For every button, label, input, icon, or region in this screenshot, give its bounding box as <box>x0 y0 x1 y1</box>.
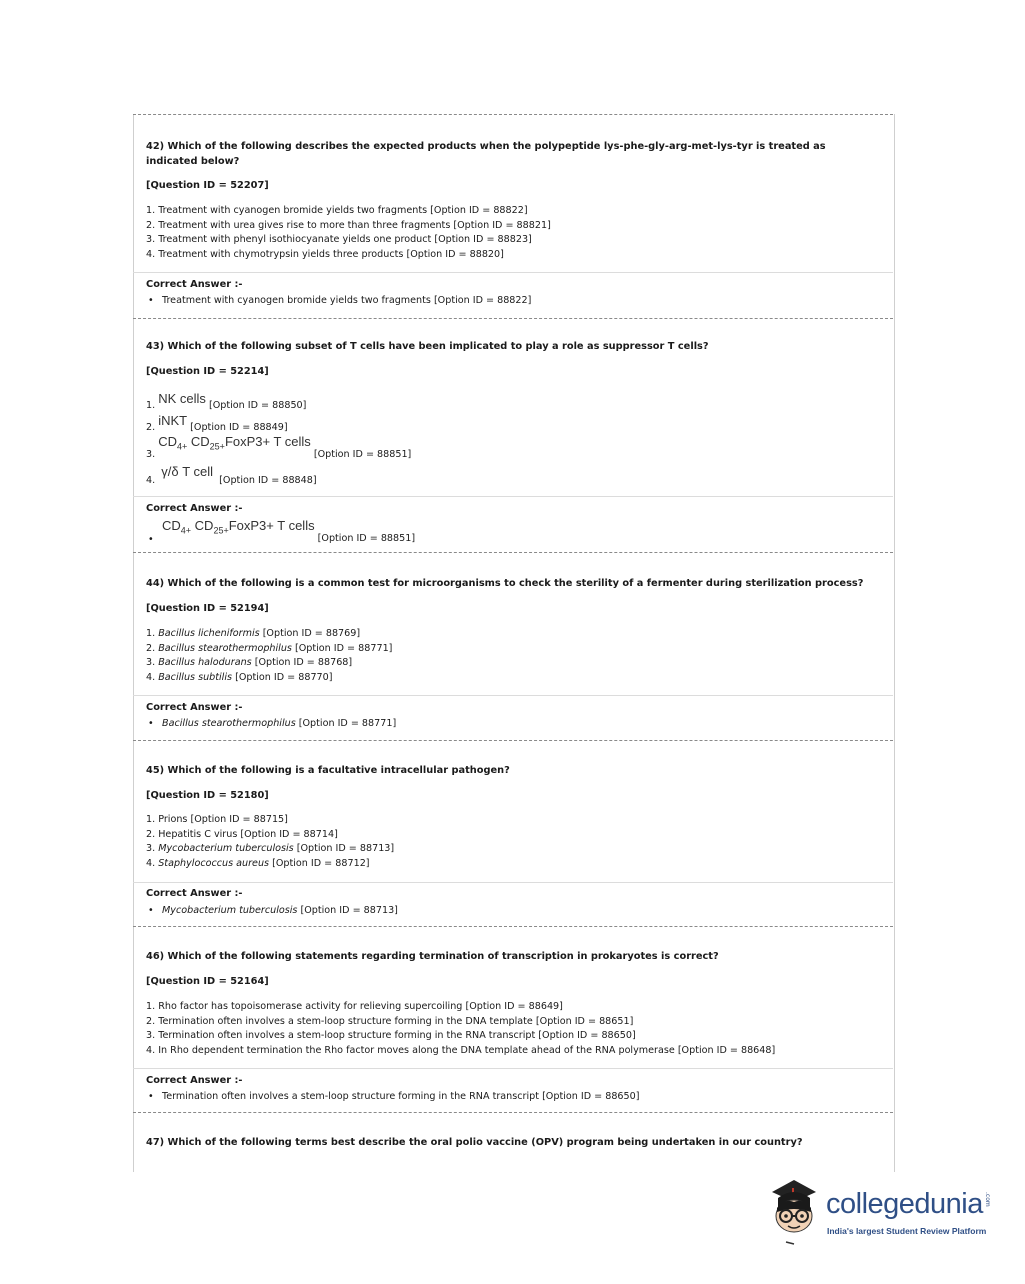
divider <box>133 272 893 273</box>
correct-answer-label: Correct Answer :- <box>146 503 243 514</box>
separator <box>133 926 893 927</box>
question-id: [Question ID = 52194] <box>146 603 269 614</box>
question-title: 47) Which of the following terms best describe the oral polio vaccine (OPV) program being undertaken in our country? <box>146 1137 803 1148</box>
option-item: 1. Prions [Option ID = 88715] <box>146 814 288 825</box>
option-item: 2. Hepatitis C virus [Option ID = 88714] <box>146 828 338 840</box>
question-title: 43) Which of the following subset of T cells have been implicated to play a role as suppressor T cells? <box>146 341 709 352</box>
correct-answer: • Bacillus stearothermophilus [Option ID = 88771] <box>146 717 396 732</box>
brand-com: .com <box>984 1192 991 1207</box>
option-item: 3. Mycobacterium tuberculosis [Option ID = 88713] <box>146 843 395 854</box>
option-item: 4. Treatment with chymotrypsin yields three products [Option ID = 88820] <box>146 248 504 260</box>
options-list <box>146 627 392 685</box>
question-title: 45) Which of the following is a facultative intracellular pathogen? <box>146 765 510 776</box>
separator <box>133 552 893 553</box>
correct-answer: • Treatment with cyanogen bromide yields two fragments [Option ID = 88822] <box>146 294 531 309</box>
option-item: 2. Bacillus stearothermophilus [Option ID = 88771] <box>146 642 393 654</box>
question-id: [Question ID = 52164] <box>146 976 269 987</box>
option-item: 2. Treatment with urea gives rise to more than three fragments [Option ID = 88821] <box>146 219 551 231</box>
correct-answer: • Mycobacterium tuberculosis [Option ID = 88713] <box>146 904 398 919</box>
bullet-icon: • <box>148 718 154 729</box>
bullet-icon: • <box>148 1091 154 1102</box>
option-item: 3. Bacillus halodurans [Option ID = 88768] <box>146 657 353 668</box>
divider <box>133 882 893 883</box>
correct-answer-label: Correct Answer :- <box>146 888 243 899</box>
brand-tagline: India's largest Student Review Platform <box>827 1226 987 1236</box>
question-title: 46) Which of the following statements regarding termination of transcription in prokaryotes is correct? <box>146 951 719 962</box>
option-item: 1. Bacillus licheniformis [Option ID = 88769] <box>146 628 361 639</box>
question-id: [Question ID = 52180] <box>146 790 269 801</box>
bullet-icon: • <box>148 534 154 545</box>
collegedunia-logo <box>764 1178 996 1248</box>
brand-name: collegedunia <box>826 1188 983 1220</box>
option-item: 3. $CD_{4+}$ $CD_{25+}FoxP3+ T$ cells [Option ID = 88851] <box>146 434 412 460</box>
separator <box>133 114 893 115</box>
divider <box>133 496 893 497</box>
question-id: [Question ID = 52207] <box>146 180 269 191</box>
correct-answer-label: Correct Answer :- <box>146 702 243 713</box>
option-item: 3. Termination often involves a stem-loop structure forming in the RNA transcript [Option ID = 88650] <box>146 1030 636 1041</box>
mascot-icon <box>764 1178 824 1248</box>
separator <box>133 318 893 319</box>
question-title: 44) Which of the following is a common test for microorganisms to check the sterility of a fermenter during sterilization process? <box>146 578 864 589</box>
option-item: 4. Bacillus subtilis [Option ID = 88770] <box>146 671 333 683</box>
divider <box>133 695 893 696</box>
options-list <box>146 1000 775 1058</box>
option-item: 4. Staphylococcus aureus [Option ID = 88712] <box>146 857 370 869</box>
option-item: 2. iNKT [Option ID = 88849] <box>146 413 288 433</box>
correct-answer: • Termination often involves a stem-loop structure forming in the RNA transcript [Option ID = 88650] <box>146 1090 640 1105</box>
divider <box>133 1068 893 1069</box>
separator <box>133 1112 893 1113</box>
bullet-icon: • <box>148 905 154 916</box>
option-item: 3. Treatment with phenyl isothiocyanate yields one product [Option ID = 88823] <box>146 234 532 245</box>
correct-answer: $•CD_{4+}$ $CD_{25+}FoxP3+ T$ cells [Option ID = 88851] <box>146 519 415 538</box>
question-id: [Question ID = 52214] <box>146 366 269 377</box>
option-item: 1. NK cells [Option ID = 88850] <box>146 391 307 411</box>
correct-answer-label: Correct Answer :- <box>146 1075 243 1086</box>
separator <box>133 740 893 741</box>
option-item: 1. Treatment with cyanogen bromide yields two fragments [Option ID = 88822] <box>146 205 528 216</box>
option-item: 2. Termination often involves a stem-loop structure forming in the DNA template [Option ID = 88651] <box>146 1015 634 1027</box>
option-item: 1. Rho factor has topoisomerase activity for relieving supercoiling [Option ID = 88649] <box>146 1001 563 1012</box>
bullet-icon: • <box>148 295 154 306</box>
options-list <box>146 204 551 262</box>
question-title: 42) Which of the following describes the expected products when the polypeptide lys-phe-gly-arg-met-lys-tyr is treated as indicated below? <box>146 141 826 167</box>
option-item: 4. γ/δ T cell [Option ID = 88848] <box>146 464 317 486</box>
correct-answer-label: Correct Answer :- <box>146 279 243 290</box>
options-list <box>146 813 394 871</box>
option-item: 4. In Rho dependent termination the Rho factor moves along the DNA template ahead of the RNA polymerase [Option ID = 88648] <box>146 1044 776 1056</box>
